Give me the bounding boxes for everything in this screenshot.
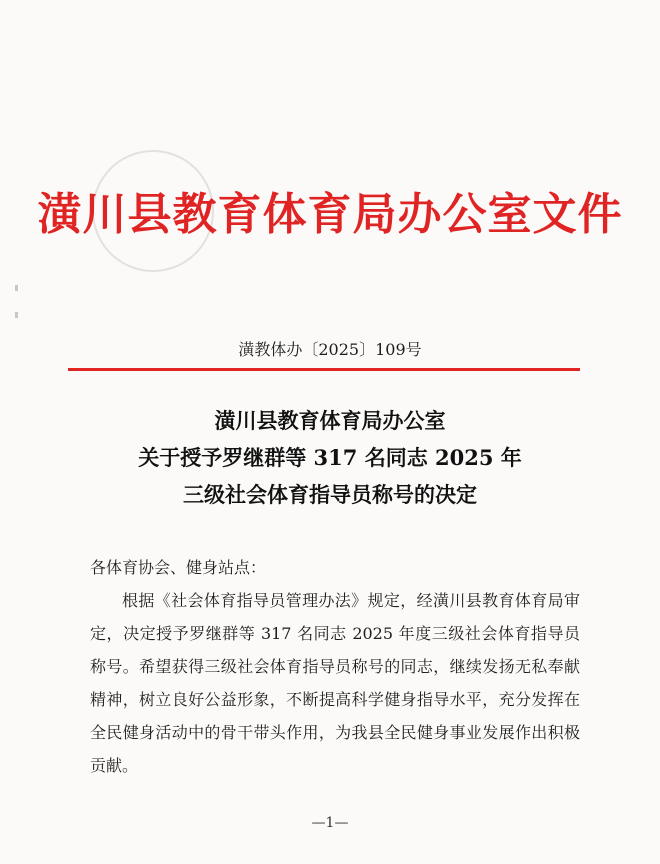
document-header-title: 潢川县教育体育局办公室文件 (37, 189, 623, 240)
document-number: 潢教体办〔2025〕109号 (238, 340, 422, 359)
document-title (0, 402, 660, 513)
binding-mark (15, 285, 18, 291)
title-line: 关于授予罗继群等 317 名同志 2025 年 (138, 445, 522, 470)
red-divider-line (68, 368, 580, 371)
title-line: 三级社会体育指导员称号的决定 (183, 482, 477, 507)
page-number: —1— (311, 815, 349, 831)
binding-mark (15, 312, 18, 318)
body-paragraph: 根据《社会体育指导员管理办法》规定，经潢川县教育体育局审定，决定授予罗继群等 317 名同志 2025 年度三级社会体育指导员称号。希望获得三级社会体育指导员称号的同志，继续发扬无私奉献精神，树立良好公益形象，不断提高科学健身指导水平，充分发挥在全民健身活动中的骨干带头作用，为我县全民健身事业发展作出积极贡献。 (90, 591, 580, 775)
document-body (90, 551, 580, 782)
salutation: 各体育协会、健身站点： (90, 558, 267, 577)
title-line: 潢川县教育体育局办公室 (214, 408, 446, 433)
